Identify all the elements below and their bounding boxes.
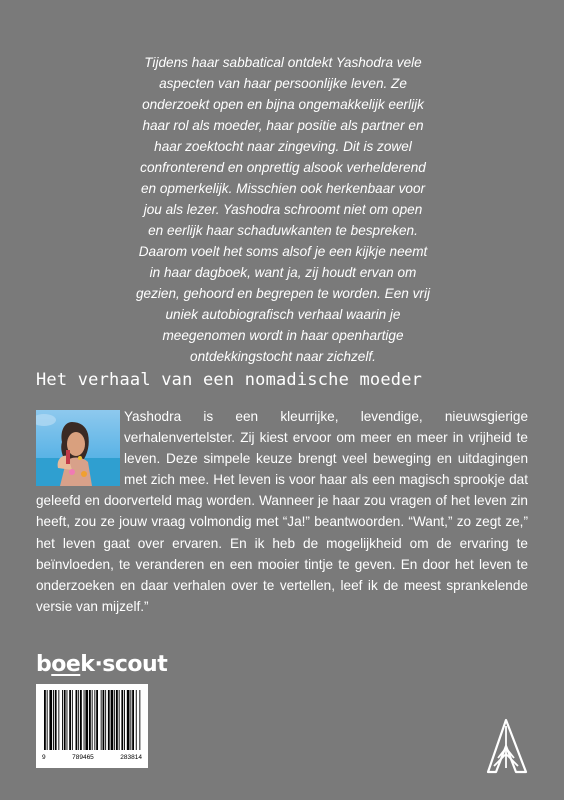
barcode-digit-first: 9 bbox=[42, 754, 46, 761]
barcode-bar bbox=[130, 690, 131, 750]
barcode-bar bbox=[62, 690, 63, 750]
barcode-bar bbox=[96, 690, 98, 750]
barcode-bar bbox=[49, 690, 52, 750]
barcode-bar bbox=[80, 690, 82, 750]
barcode-bar bbox=[124, 690, 125, 750]
barcode-bar bbox=[67, 690, 68, 750]
isbn-barcode bbox=[36, 684, 148, 768]
barcode-digits bbox=[38, 754, 146, 761]
barcode-bar bbox=[53, 690, 54, 750]
barcode-bar bbox=[132, 690, 134, 750]
barcode-bar bbox=[92, 690, 93, 750]
barcode-bar bbox=[114, 690, 115, 750]
author-bio bbox=[36, 406, 528, 617]
barcode-bar bbox=[111, 690, 114, 750]
logo-part-scout: scout bbox=[102, 652, 168, 677]
barcode-bar bbox=[44, 690, 46, 750]
barcode-bar bbox=[139, 690, 140, 750]
barcode-bar bbox=[72, 690, 73, 750]
barcode-bar bbox=[108, 690, 110, 750]
barcode-bar bbox=[78, 690, 79, 750]
logo-part-k: k bbox=[80, 652, 95, 677]
barcode-bar bbox=[127, 690, 130, 750]
barcode-bar bbox=[103, 690, 105, 750]
barcode-digits-left: 789465 bbox=[72, 754, 94, 761]
barcode-bar bbox=[105, 690, 106, 750]
barcode-bar bbox=[76, 690, 78, 750]
barcode-bar bbox=[64, 690, 66, 750]
barcode-bar bbox=[101, 690, 102, 750]
photo-spacer bbox=[36, 406, 124, 488]
barcode-bar bbox=[121, 690, 123, 750]
barcode-bar bbox=[116, 690, 118, 750]
paper-recycling-icon bbox=[486, 718, 528, 774]
barcode-bar bbox=[85, 690, 88, 750]
author-bio-text: Yashodra is een kleurrijke, levendige, nieuwsgierige verhalenvertelster. Zij kiest ervoor om meer en meer in vrijheid te leven. Deze simpele keuze brengt veel beweging en uitdagingen met zich mee. Het leven is voor haar als een magisch sprookje dat geleefd en doorverteld mag worden. Wanneer je haar zou vragen of het leven zin heeft, zou ze jouw vraag volmondig met “Ja!” beantwoorden. “Want,” zo zegt ze,” het leven gaat over ervaren. En ik heb de mogelijkheid om de ervaring te beïnvloeden, te veranderen en een mooier tintje te geven. En door het leven te onderzoeken en daar verhalen over te vertellen, leef ik de meest sprankelende versie van mijzelf.” bbox=[36, 409, 528, 614]
barcode-bar bbox=[89, 690, 91, 750]
logo-part-b: b bbox=[36, 652, 52, 677]
intro-blurb: Tijdens haar sabbatical ontdekt Yashodra vele aspecten van haar persoonlijke leven. Ze onderzoekt open en bijna ongemakkelijk eerlijk haar rol als moeder, haar positie als partner en haar zoektocht naar zingeving. Dit is zowel confronterend en onprettig alsook verhelderend en opmerkelijk. Misschien ook herkenbaar voor jou als lezer. Yashodra schroomt niet om open en eerlijk haar schaduwkanten te bespreken. Daarom voelt het soms alsof je een kijkje neemt in haar dagboek, want ja, zij houdt ervan om gezien, gehoord en begrepen te worden. Een vrij uniek autobiografisch verhaal waarin je meegenomen wordt in haar openhartige ontdekkingstocht naar zichzelf. bbox=[136, 55, 430, 364]
barcode-bars bbox=[42, 690, 142, 754]
barcode-bar bbox=[119, 690, 120, 750]
barcode-bar bbox=[58, 690, 59, 750]
publisher-logo bbox=[36, 652, 167, 680]
logo-part-oe: oe bbox=[51, 652, 81, 677]
barcode-bar bbox=[84, 690, 85, 750]
barcode-bar bbox=[94, 690, 95, 750]
logo-dot: · bbox=[94, 652, 103, 677]
barcode-bar bbox=[47, 690, 48, 750]
section-heading: Het verhaal van een nomadische moeder bbox=[36, 370, 423, 390]
barcode-bar bbox=[55, 690, 57, 750]
barcode-digits-right: 283814 bbox=[120, 754, 142, 761]
barcode-bar bbox=[69, 690, 71, 750]
barcode-bar bbox=[136, 690, 137, 750]
